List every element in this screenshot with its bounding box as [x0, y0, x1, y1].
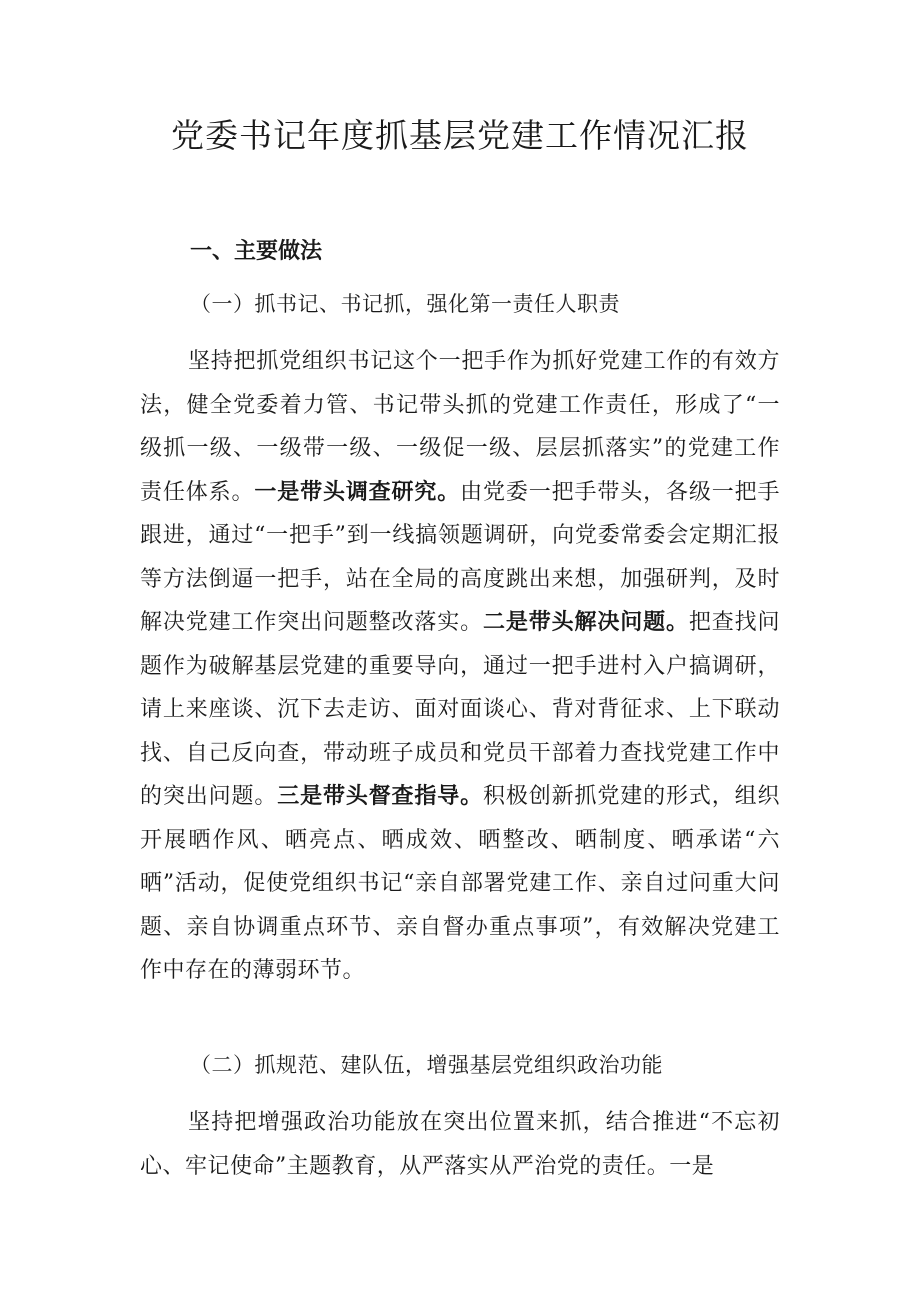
paragraph-1 — [140, 340, 780, 993]
paragraph-2 — [140, 1101, 780, 1188]
emphasis-lead-1: 一是带头调查研究。 — [254, 479, 461, 505]
paragraph-2-text-a: 坚持把增强政治功能放在突出位置来抓，结合推进“不忘初心、牢记使命”主题教育，从严落实从严治党的责任。一是 — [140, 1110, 780, 1179]
emphasis-lead-3: 三是带头督查指导。 — [277, 784, 484, 809]
paragraph-1-text-c: 把查找问题作为破解基层党建的重要导向，通过一把手进村入户搞调研，请上来座谈、沉下去走访、面对面谈心、背对背征求、上下联动找、自己反向查，带动班子成员和党员干部着力查找党建工作中的突出问题。 — [140, 610, 780, 809]
document-title: 党委书记年度抓基层党建工作情况汇报 — [171, 116, 749, 155]
section-heading-main-practices: 一、主要做法 — [190, 239, 323, 264]
paragraph-1-text-d: 积极创新抓党建的形式，组织开展晒作风、晒亮点、晒成效、晒整改、晒制度、晒承诺“六晒”活动，促使党组织书记“亲自部署党建工作、亲自过问重大问题、亲自协调重点环节、亲自督办重点事项”，有效解决党建工作中存在的薄弱环节。 — [140, 784, 780, 983]
paragraph-1-text-a: 坚持把抓党组织书记这个一把手作为抓好党建工作的有效方法，健全党委着力管、书记带头抓的党建工作责任，形成了“一级抓一级、一级带一级、一级促一级、层层抓落实”的党建工作责任体系。 — [140, 349, 780, 505]
subsection-heading-2: （二）抓规范、建队伍，增强基层党组织政治功能 — [190, 1053, 663, 1077]
emphasis-lead-2: 二是带头解决问题。 — [483, 610, 689, 635]
subsection-heading-1: （一）抓书记、书记抓，强化第一责任人职责 — [190, 292, 620, 316]
paragraph-1-text-b: 由党委一把手带头，各级一把手跟进，通过“一把手”到一线搞领题调研，向党委常委会定期汇报等方法倒逼一把手，站在全局的高度跳出来想，加强研判，及时解决党建工作突出问题整改落实。 — [140, 479, 780, 635]
